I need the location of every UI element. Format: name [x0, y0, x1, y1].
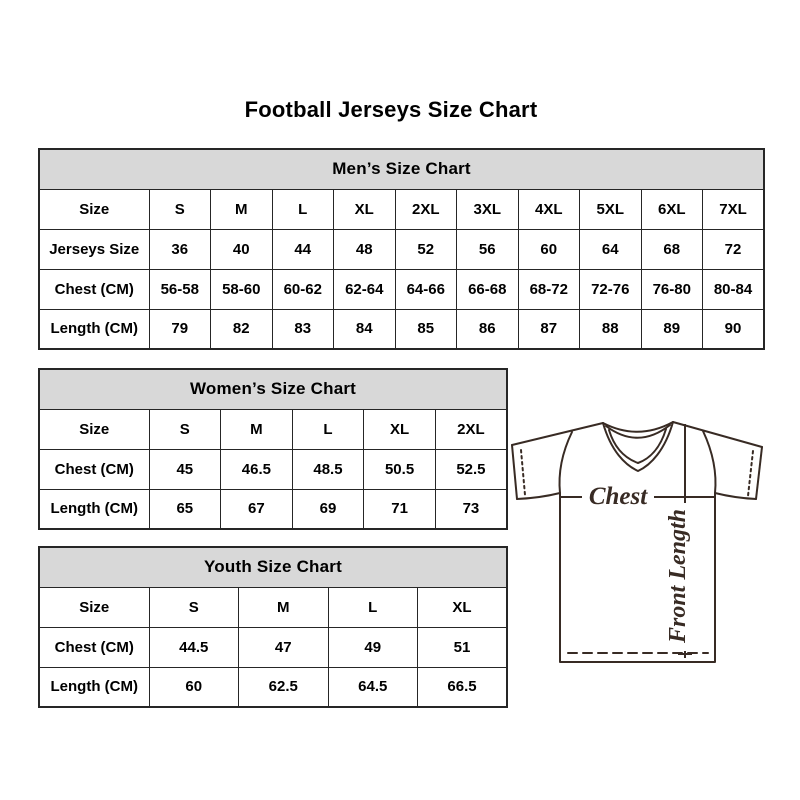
youth-cell: 44.5 — [149, 627, 239, 667]
mens-cell: 68 — [641, 229, 703, 269]
mens-cell: 66-68 — [457, 269, 519, 309]
womens-cell: XL — [364, 409, 436, 449]
mens-cell: 4XL — [518, 189, 580, 229]
womens-cell: 67 — [221, 489, 293, 529]
mens-cell: S — [149, 189, 211, 229]
mens-row-header: Chest (CM) — [39, 269, 149, 309]
mens-cell: 36 — [149, 229, 211, 269]
womens-size-table — [38, 368, 508, 530]
youth-row-header: Size — [39, 587, 149, 627]
youth-table-title: Youth Size Chart — [39, 547, 507, 587]
mens-cell: 62-64 — [334, 269, 396, 309]
mens-cell: 48 — [334, 229, 396, 269]
mens-cell: 56-58 — [149, 269, 211, 309]
youth-cell: L — [328, 587, 418, 627]
womens-row-header: Length (CM) — [39, 489, 149, 529]
mens-cell: 60 — [518, 229, 580, 269]
womens-cell: 2XL — [435, 409, 507, 449]
mens-cell: 84 — [334, 309, 396, 349]
mens-cell: 2XL — [395, 189, 457, 229]
youth-row-header: Length (CM) — [39, 667, 149, 707]
mens-table-title: Men’s Size Chart — [39, 149, 764, 189]
mens-cell: 40 — [211, 229, 273, 269]
womens-row-2 — [39, 489, 507, 529]
mens-cell: 87 — [518, 309, 580, 349]
front-length-measure-line — [665, 424, 693, 658]
youth-cell: 66.5 — [418, 667, 508, 707]
youth-cell: 47 — [239, 627, 329, 667]
womens-cell: L — [292, 409, 364, 449]
womens-cell: 50.5 — [364, 449, 436, 489]
youth-cell: 49 — [328, 627, 418, 667]
mens-size-table — [38, 148, 765, 350]
left-cuff-seam — [521, 450, 525, 495]
mens-row-header: Length (CM) — [39, 309, 149, 349]
womens-row-header: Size — [39, 409, 149, 449]
mens-cell: 89 — [641, 309, 703, 349]
mens-cell: 72-76 — [580, 269, 642, 309]
womens-cell: 46.5 — [221, 449, 293, 489]
womens-cell: 71 — [364, 489, 436, 529]
mens-cell: 68-72 — [518, 269, 580, 309]
womens-cell: 52.5 — [435, 449, 507, 489]
youth-cell: 62.5 — [239, 667, 329, 707]
mens-cell: L — [272, 189, 334, 229]
jersey-outline — [512, 422, 762, 662]
womens-cell: 65 — [149, 489, 221, 529]
youth-cell: XL — [418, 587, 508, 627]
womens-cell: 73 — [435, 489, 507, 529]
mens-cell: 58-60 — [211, 269, 273, 309]
womens-cell: M — [221, 409, 293, 449]
mens-row-3 — [39, 309, 764, 349]
womens-cell: 45 — [149, 449, 221, 489]
womens-cell: 69 — [292, 489, 364, 529]
mens-cell: 88 — [580, 309, 642, 349]
youth-cell: M — [239, 587, 329, 627]
mens-cell: 44 — [272, 229, 334, 269]
mens-cell: 5XL — [580, 189, 642, 229]
womens-row-0 — [39, 409, 507, 449]
youth-row-0 — [39, 587, 507, 627]
mens-cell: 52 — [395, 229, 457, 269]
mens-row-header: Size — [39, 189, 149, 229]
mens-row-2 — [39, 269, 764, 309]
mens-cell: 60-62 — [272, 269, 334, 309]
mens-cell: 85 — [395, 309, 457, 349]
mens-cell: 56 — [457, 229, 519, 269]
mens-cell: 72 — [703, 229, 765, 269]
youth-cell: 60 — [149, 667, 239, 707]
mens-cell: M — [211, 189, 273, 229]
mens-cell: XL — [334, 189, 396, 229]
mens-cell: 90 — [703, 309, 765, 349]
right-cuff-seam — [748, 451, 753, 496]
mens-cell: 80-84 — [703, 269, 765, 309]
mens-row-1 — [39, 229, 764, 269]
mens-cell: 7XL — [703, 189, 765, 229]
womens-row-header: Chest (CM) — [39, 449, 149, 489]
mens-cell: 79 — [149, 309, 211, 349]
youth-row-2 — [39, 667, 507, 707]
jersey-measurement-diagram — [495, 395, 775, 675]
mens-row-header: Jerseys Size — [39, 229, 149, 269]
mens-cell: 83 — [272, 309, 334, 349]
mens-cell: 82 — [211, 309, 273, 349]
womens-cell: S — [149, 409, 221, 449]
chest-label: Chest — [588, 483, 648, 510]
mens-cell: 86 — [457, 309, 519, 349]
youth-size-table — [38, 546, 508, 708]
mens-cell: 64-66 — [395, 269, 457, 309]
mens-cell: 3XL — [457, 189, 519, 229]
mens-cell: 64 — [580, 229, 642, 269]
mens-cell: 76-80 — [641, 269, 703, 309]
mens-row-0 — [39, 189, 764, 229]
youth-row-header: Chest (CM) — [39, 627, 149, 667]
mens-cell: 6XL — [641, 189, 703, 229]
page-title: Football Jerseys Size Chart — [244, 97, 538, 122]
front-length-label: Front Length — [665, 508, 691, 644]
womens-row-1 — [39, 449, 507, 489]
youth-cell: 51 — [418, 627, 508, 667]
youth-cell: S — [149, 587, 239, 627]
youth-row-1 — [39, 627, 507, 667]
youth-cell: 64.5 — [328, 667, 418, 707]
womens-cell: 48.5 — [292, 449, 364, 489]
womens-table-title: Women’s Size Chart — [39, 369, 507, 409]
